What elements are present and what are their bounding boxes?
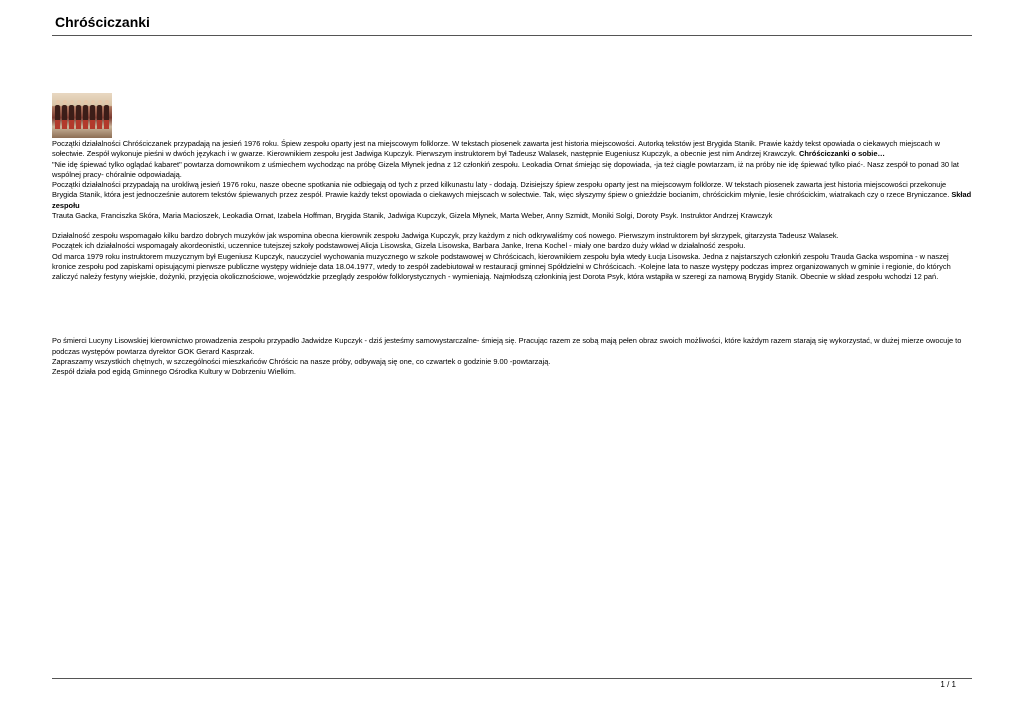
paragraph-members: Trauta Gacka, Franciszka Skóra, Maria Macioszek, Leokadia Ornat, Izabela Hoffman, Brygida Stanik, Jadwiga Kupczyk, Gizela Młynek, Marta Weber, Anny Szmidt, Moniki Solgi, Doroty Psyk. Instruktor Andrzej Krawczyk	[52, 210, 773, 220]
page-title: Chróściczanki	[55, 14, 150, 30]
group-photo	[52, 93, 112, 138]
paragraph-leadership: Po śmierci Lucyny Lisowskiej kierownictwo prowadzenia zespołu przypadło Jadwidze Kupczyk - dziś jesteśmy samowystarczalne- śmieją się. Pracując razem ze sobą mają pełen obraz swoich możliwości, które każdym razem starają się wykorzystać, w dużej mierze owocuje to podczas występów powtarza dyrektor GOK Gerard Kasprzak.	[52, 336, 962, 356]
paragraph-accordion: Początek ich działalności wspomagały akordeonistki, uczennice tutejszej szkoły podstawowej Alicja Lisowska, Gizela Lisowska, Barbara Janke, Irena Kochel - miały one bardzo duży wkład w działalność zespołu.	[52, 241, 746, 251]
paragraph-invitation: Zapraszamy wszystkich chętnych, w szczególności mieszkańców Chróścic na nasze próby, odbywają się one, co czwartek o godzinie 9.00 -powtarzają.	[52, 356, 551, 366]
footer-divider	[52, 678, 972, 679]
paragraph-musicians: Działalność zespołu wspomagało kilku bardzo dobrych muzyków jak wspomina obecna kierownik zespołu Jadwiga Kupczyk, przy każdym z nich odkrywaliśmy coś nowego. Pierwszym instruktorem był skrzypek, gitarzysta Tadeusz Walasek.	[52, 231, 839, 240]
page-number: 1 / 1	[940, 680, 956, 689]
paragraph-quote: "Nie idę śpiewać tylko oglądać kabaret" powtarza domownikom z uśmiechem wychodząc na próbę Gizela Młynek jedna z 12 członkiń zespołu. Leokadia Ornat śmiejąc się dopowiada, -ja też ciągle powtarzam, iż na próby nie idę śpiewać tylko piać-. Nasz zespół to ponad 30 lat wspólnej pracy- chóralnie odpowiadają.	[52, 159, 959, 179]
heading-about-us: Chróściczanki o sobie…	[798, 149, 885, 159]
paragraph-patronage: Zespół działa pod egidą Gminnego Ośrodka Kultury w Dobrzeniu Wielkim.	[52, 367, 296, 376]
heading-members: Skład zespołu	[52, 190, 972, 210]
header-divider	[52, 35, 972, 36]
article-body	[52, 139, 972, 377]
paragraph-history: Początki działalności przypadają na urokliwą jesień 1976 roku, nasze obecne spotkania nie odbiegają od tych z przed kilkunastu laty - dodają. Dzisiejszy śpiew zespołu oparty jest na miejscowym folklorze. W tekstach piosenek zawarta jest historia miejscowości przekonuje Brygida Stanik, która jest jednocześnie autorem tekstów śpiewanych przez zespół. Prawie każdy tekst opowiada o ciekawych miejscach w sołectwie. Tak, więc słyszymy śpiew o gnieździe bocianim, chróścickim młynie, lesie chróścickim, wiatrakach czy o rzece Bryniczance. Skład zespołu	[52, 180, 972, 210]
paragraph-since-1979: Od marca 1979 roku instruktorem muzycznym był Eugeniusz Kupczyk, nauczyciel wychowania muzycznego w szkole podstawowej w Chróścicach, kierownikiem zespołu była wtedy Łucja Lisowska. Jedna z najstarszych członkiń zespołu Trauda Gacka wspomina - w naszej kronice zespołu pod zapiskami opisującymi pierwsze publiczne występy widnieje data 18.04.1977, wtedy to zespół zadebiutował w restauracji gminnej Spółdzielni w Chróścicach. -Kolejne lata to nasze występy podczas imprez organizowanych w gminie i regionie, do których zaliczyć należy festyny wiejskie, dożynki, przyjęcia okolicznościowe, wojewódzkie przeglądy zespołów folklorystycznych - wymieniają. Najmłodszą członkinią jest Dorota Psyk, która wstąpiła w szeregi za namową Brygidy Stanik. Obecnie w skład zespołu wchodzi 12 pań.	[52, 251, 951, 281]
paragraph-intro: Początki działalności Chróściczanek przypadają na jesień 1976 roku. Śpiew zespołu oparty jest na miejscowym folklorze. W tekstach piosenek zawarta jest historia miejscowości. Autorką tekstów jest Brygida Stanik. Prawie każdy tekst opowiada o ciekawych miejscach w sołectwie. Zespół wykonuje pieśni w dwóch językach i w gwarze. Kierownikiem zespołu jest Jadwiga Kupczyk. Pierwszym instruktorem był Tadeusz Walasek, następnie Eugeniusz Kupczyk, a obecnie jest nim Andrzej Krawczyk. Chróściczanki o sobie…	[52, 139, 940, 159]
